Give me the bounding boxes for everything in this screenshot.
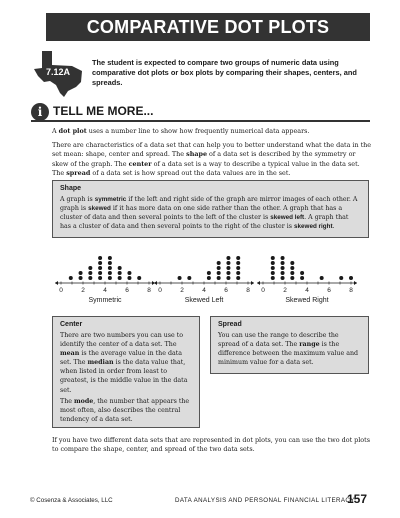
data-dot xyxy=(187,276,191,280)
data-dot xyxy=(217,266,221,270)
data-dot xyxy=(236,266,240,270)
data-dot xyxy=(271,266,275,270)
title-banner xyxy=(46,13,370,41)
data-dot xyxy=(127,276,131,280)
shape-box-title: Shape xyxy=(60,185,82,192)
data-dot xyxy=(236,256,240,260)
data-dot xyxy=(290,271,294,275)
tick-label: 6 xyxy=(224,287,228,294)
tick-label: 8 xyxy=(246,287,250,294)
tick-label: 6 xyxy=(125,287,129,294)
dot-plot-skewed-right xyxy=(257,246,357,296)
tick-label: 2 xyxy=(180,287,184,294)
data-dot xyxy=(88,271,92,275)
standard-text: The student is expected to compare two groups of numeric data using comparative dot plots or box plots by comparing their shapes, centers, and spreads. xyxy=(92,58,357,87)
data-dot xyxy=(118,266,122,270)
data-dot xyxy=(108,256,112,260)
data-dot xyxy=(79,276,83,280)
data-dot xyxy=(98,256,102,260)
footer-section: DATA ANALYSIS AND PERSONAL FINANCIAL LITERACY xyxy=(175,497,355,504)
tick-label: 6 xyxy=(327,287,331,294)
dot-plot-svg-symmetric xyxy=(55,246,155,296)
data-dot xyxy=(271,276,275,280)
data-dot xyxy=(217,271,221,275)
spread-box xyxy=(210,316,369,374)
data-dot xyxy=(127,271,131,275)
data-dot xyxy=(108,261,112,265)
dot-plot-svg-skewed-left xyxy=(154,246,254,296)
intro-paragraph-2: There are characteristics of a data set that can help you to better understand what the data in the set mean: shape, center and spread. The shape of a data set is described by the symmetry or skew of the graph. The center of a data set is a way to describe a typical value in the data set. The spread of a data set is how spread out the data values are in the set. xyxy=(52,141,372,177)
tick-label: 8 xyxy=(147,287,151,294)
data-dot xyxy=(320,276,324,280)
data-dot xyxy=(271,256,275,260)
data-dot xyxy=(88,276,92,280)
data-dot xyxy=(88,266,92,270)
data-dot xyxy=(108,276,112,280)
plot-title-skewed-right: Skewed Right xyxy=(285,297,329,304)
plot-title-skewed-left: Skewed Left xyxy=(184,297,224,304)
data-dot xyxy=(281,276,285,280)
intro-paragraph-1: A dot plot uses a number line to show how frequently numerical data appears. xyxy=(52,127,310,135)
center-box-text-1: There are two numbers you can use to identify the center of a data set. The mean is the average value in the data set. The median is the data value that, when listed in order from least to greatest, is the middle value in the data set. xyxy=(60,332,188,394)
spread-box-text: You can use the range to describe the spread of a data set. The range is the difference between the maximum value and minimum value for a data set. xyxy=(218,332,359,367)
data-dot xyxy=(178,276,182,280)
dot-plot-svg-skewed-right xyxy=(257,246,357,296)
shape-box-text: A graph is symmetric if the left and right side of the graph are mirror images of each other. A graph is skewed if it has more data on one side rather than the other. A graph that has a cluster of data and then several points to the left of the cluster is skewed left. A graph that has a cluster of data and then several points to the right of the cluster is skewed right. xyxy=(60,196,358,231)
data-dot xyxy=(226,266,230,270)
tick-label: 0 xyxy=(158,287,162,294)
data-dot xyxy=(108,271,112,275)
data-dot xyxy=(349,276,353,280)
axis-arrow-left xyxy=(55,281,58,285)
data-dot xyxy=(226,276,230,280)
tick-label: 4 xyxy=(103,287,107,294)
plot-title-symmetric: Symmetric xyxy=(88,297,122,304)
data-dot xyxy=(290,276,294,280)
tick-label: 8 xyxy=(349,287,353,294)
data-dot xyxy=(207,271,211,275)
data-dot xyxy=(69,276,73,280)
data-dot xyxy=(300,276,304,280)
data-dot xyxy=(339,276,343,280)
footer-copyright: © Cosenza & Associates, LLC xyxy=(30,497,113,504)
tick-label: 0 xyxy=(261,287,265,294)
section-title: TELL ME MORE... xyxy=(53,104,154,118)
axis-arrow-right xyxy=(354,281,357,285)
center-box xyxy=(52,316,200,428)
data-dot xyxy=(137,276,141,280)
shape-box xyxy=(52,180,369,238)
data-dot xyxy=(98,266,102,270)
tick-label: 2 xyxy=(81,287,85,294)
data-dot xyxy=(236,276,240,280)
data-dot xyxy=(271,261,275,265)
data-dot xyxy=(236,261,240,265)
data-dot xyxy=(226,271,230,275)
section-divider xyxy=(31,120,370,122)
data-dot xyxy=(217,276,221,280)
page-number: 157 xyxy=(347,492,368,506)
data-dot xyxy=(79,271,83,275)
data-dot xyxy=(281,271,285,275)
tick-label: 4 xyxy=(202,287,206,294)
data-dot xyxy=(108,266,112,270)
tick-label: 2 xyxy=(283,287,287,294)
data-dot xyxy=(226,256,230,260)
page-title: COMPARATIVE DOT PLOTS xyxy=(86,16,330,37)
data-dot xyxy=(290,266,294,270)
tick-label: 0 xyxy=(59,287,63,294)
data-dot xyxy=(236,271,240,275)
data-dot xyxy=(290,261,294,265)
info-icon: i xyxy=(31,103,49,121)
data-dot xyxy=(98,271,102,275)
data-dot xyxy=(281,261,285,265)
dot-plot-symmetric xyxy=(55,246,155,296)
data-dot xyxy=(217,261,221,265)
center-box-text-2: The mode, the number that appears the most often, also describes the central tendency of a data set. xyxy=(60,397,190,423)
axis-arrow-right xyxy=(251,281,254,285)
dot-plot-skewed-left xyxy=(154,246,254,296)
data-dot xyxy=(98,261,102,265)
tick-label: 4 xyxy=(305,287,309,294)
data-dot xyxy=(118,271,122,275)
axis-arrow-left xyxy=(257,281,260,285)
teks-code: 7.12A xyxy=(45,67,71,77)
axis-arrow-left xyxy=(154,281,157,285)
data-dot xyxy=(118,276,122,280)
data-dot xyxy=(98,276,102,280)
data-dot xyxy=(226,261,230,265)
data-dot xyxy=(207,276,211,280)
data-dot xyxy=(271,271,275,275)
closing-paragraph: If you have two different data sets that are represented in dot plots, you can use the two dot plots to compare the shape, center, and spread of the two data sets. xyxy=(52,436,370,454)
spread-box-title: Spread xyxy=(218,321,242,328)
data-dot xyxy=(300,271,304,275)
data-dot xyxy=(281,256,285,260)
data-dot xyxy=(281,266,285,270)
center-box-title: Center xyxy=(60,321,83,328)
